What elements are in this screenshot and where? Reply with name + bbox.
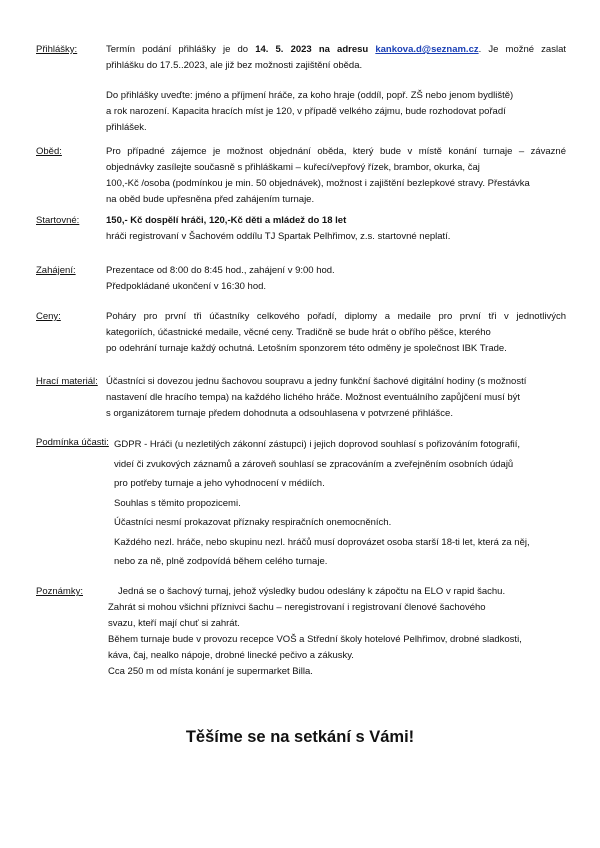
hraci-material-line-2: nastavení dle hracího tempa) na každého lichého hráče. Možnost eventuálního zapůjčení musí být	[106, 392, 521, 403]
ceny-line-1: Poháry pro první tři účastníky celkového pořadí, diplomy a medaile pro první tři v jednotlivých	[106, 311, 566, 322]
email-link[interactable]: kankova.d@seznam.cz	[375, 44, 479, 55]
podminka-line-5: Účastníci nesmí prokazovat příznaky respiračních onemocněních.	[114, 517, 392, 528]
podminka-line-3: pro potřeby turnaje a jeho vyhodnocení v médiích.	[114, 478, 325, 489]
hraci-material-line-1: Účastníci si dovezou jednu šachovou soupravu a jedny funkční šachové digitální hodiny (s možností	[106, 376, 527, 387]
section-content-podminka	[114, 435, 566, 572]
prihlasky-line-5: přihlášek.	[106, 122, 147, 133]
prihlasky-line-2: přihlášku do 17.5..2023, ale již bez možnosti zajištění oběda.	[106, 60, 363, 71]
obed-line-1: Pro případné zájemce je možnost objednání oběda, který bude v místě konání turnaje – závazné	[106, 146, 566, 157]
section-content-ceny	[106, 309, 566, 357]
zahajeni-line-2: Předpokládané ukončení v 16:30 hod.	[106, 281, 267, 292]
poznamky-line-3: svazu, kteří mají chuť si zahrát.	[108, 618, 240, 629]
obed-line-2: objednávky zasílejte současně s přihláškami – kuřecí/vepřový řízek, brambor, okurka, čaj	[106, 162, 480, 173]
section-label-prihlasky: Přihlášky:	[36, 44, 78, 55]
poznamky-line-1: Jedná se o šachový turnaj, jehož výsledky budou odeslány k zápočtu na ELO v rapid šachu.	[118, 586, 506, 597]
section-content-poznamky	[108, 584, 566, 680]
section-label-startovne: Startovné:	[36, 215, 80, 226]
section-content-obed	[106, 144, 566, 208]
section-content-hraci-material	[106, 374, 566, 422]
poznamky-line-5: káva, čaj, nealko nápoje, drobné linecké pečivo a zákusky.	[108, 650, 354, 661]
poznamky-line-6: Cca 250 m od místa konání je supermarket Billa.	[108, 666, 313, 677]
section-label-poznamky: Poznámky:	[36, 586, 83, 597]
section-label-hraci-material: Hrací materiál:	[36, 376, 98, 387]
closing-greeting: Těšíme se na setkání s Vámi!	[185, 728, 415, 746]
obed-line-3: 100,-Kč /osoba (podmínkou je min. 50 objednávek), možnost i zajištění bezlepkové stravy. Přestávka	[106, 178, 530, 189]
podminka-line-6: Každého nezl. hráče, nebo skupinu nezl. hráčů musí doprovázet osoba starší 18-ti let, která za něj,	[114, 536, 530, 548]
hraci-material-line-3: s organizátorem turnaje předem dohodnuta a odsouhlasena v potvrzené přihlášce.	[106, 408, 453, 419]
section-content-zahajeni	[106, 263, 566, 295]
section-label-podminka: Podmínka účasti:	[36, 437, 109, 448]
poznamky-line-2: Zahrát si mohou všichni příznivci šachu – neregistrovaní i registrovaní členové šachového	[108, 602, 486, 613]
prihlasky-line-1: Termín podání přihlášky je do 14. 5. 2023 na adresu kankova.d@seznam.cz. Je možné zaslat	[106, 44, 567, 55]
section-label-obed: Oběd:	[36, 146, 62, 157]
zahajeni-line-1: Prezentace od 8:00 do 8:45 hod., zahájení v 9:00 hod.	[106, 265, 335, 276]
podminka-line-7: nebo za ně, plně zodpovídá během celého turnaje.	[114, 556, 328, 567]
startovne-line-1: 150,- Kč dospělí hráči, 120,-Kč děti a mládež do 18 let	[106, 215, 347, 226]
podminka-line-2: videí či zvukových záznamů a zároveň souhlasí se zpracováním a zveřejněním osobních údajů	[114, 458, 514, 470]
podminka-line-1: GDPR - Hráči (u nezletilých zákonní zástupci) i jejich doprovod souhlasí s pořizováním fotografií,	[114, 439, 521, 450]
section-content-prihlasky	[106, 42, 566, 136]
startovne-line-2: hráči registrovaní v Šachovém oddílu TJ Spartak Pelhřimov, z.s. startovné neplatí.	[106, 231, 451, 242]
obed-line-4: na oběd bude upřesněna před zahájením turnaje.	[106, 194, 315, 205]
ceny-line-3: po odehrání turnaje každý ochutná. Letošním sponzorem této odměny je společnost IBK Trade.	[106, 343, 507, 354]
ceny-line-2: kategoriích, účastnické medaile, věcné ceny. Tradičně se bude hrát o obřího pěšce, kterého	[106, 327, 491, 338]
podminka-line-4: Souhlas s těmito propozicemi.	[114, 497, 241, 509]
section-label-ceny: Ceny:	[36, 311, 61, 322]
poznamky-line-4: Během turnaje bude v provozu recepce VOŠ a Střední školy hotelové Pelhřimov, drobné sladkosti,	[108, 634, 522, 645]
prihlasky-line-4: a rok narození. Kapacita hracích míst je 120, v případě velkého zájmu, bude rozhodovat pořadí	[106, 106, 506, 117]
prihlasky-line-3: Do přihlášky uveďte: jméno a příjmení hráče, za koho hraje (oddíl, popř. ZŠ nebo jenom bydliště)	[106, 90, 514, 101]
section-label-zahajeni: Zahájení:	[36, 265, 76, 276]
section-content-startovne	[106, 213, 566, 245]
